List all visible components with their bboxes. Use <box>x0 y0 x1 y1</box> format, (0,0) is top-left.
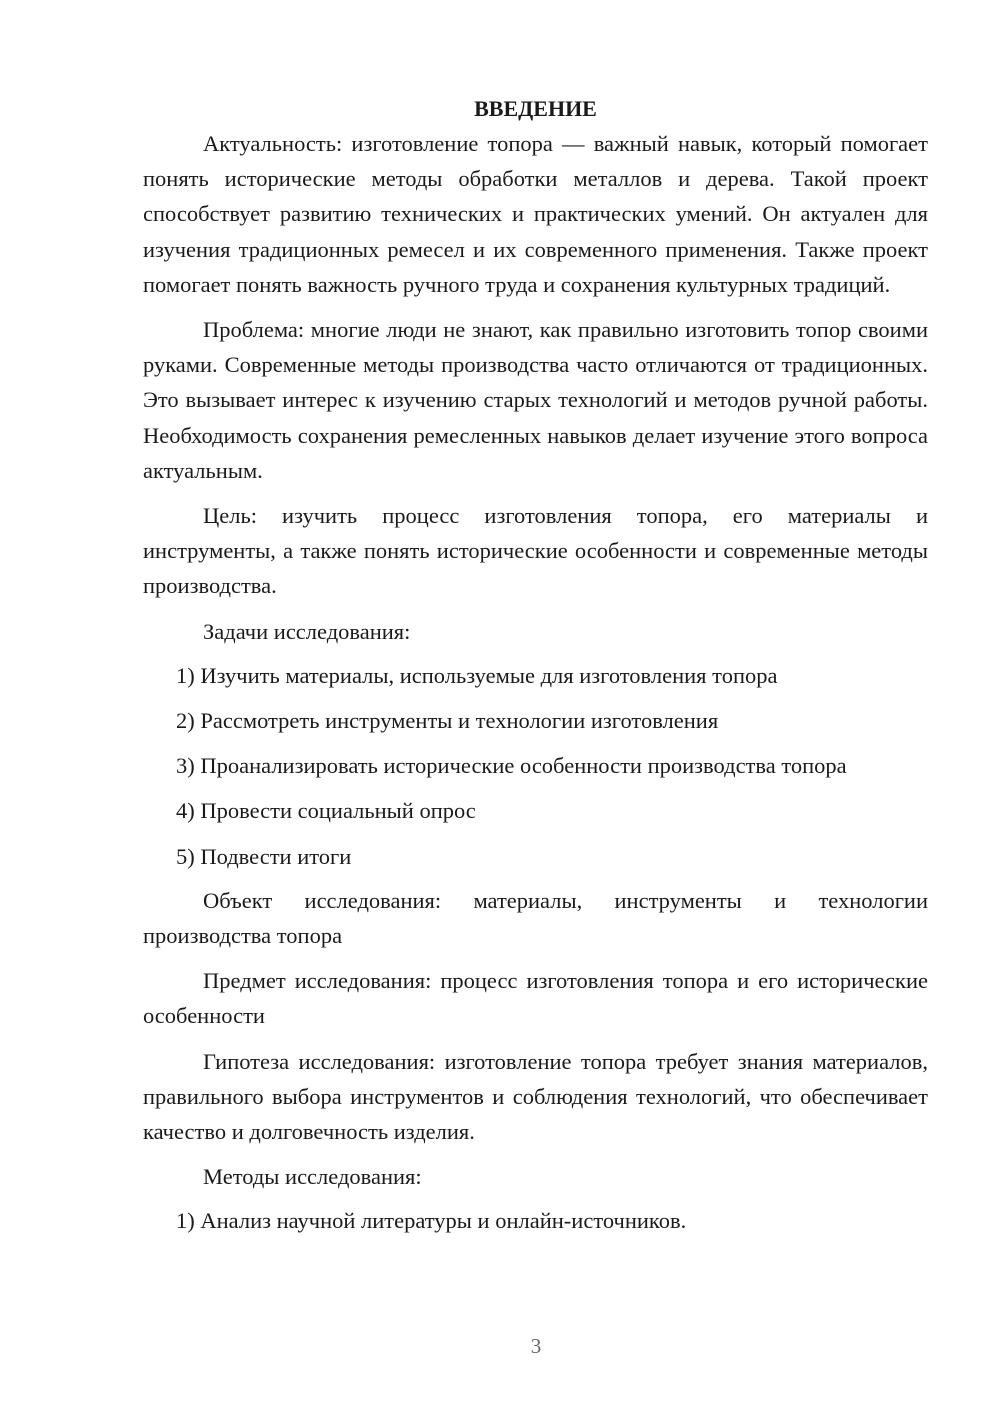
document-page <box>143 96 928 1248</box>
list-item: 2) Рассмотреть инструменты и технологии изготовления <box>176 708 719 734</box>
page-title: ВВЕДЕНИЕ <box>474 96 597 121</box>
relevance-paragraph: Актуальность: изготовление топора — важный навык, который помогает понять исторические методы обработки металлов и дерева. Такой проект способствует развитию технических и практических умений. Он актуален для изучения традиционных ремесел и их современного применения. Также проект помогает понять важность ручного труда и сохранения культурных традиций. <box>143 131 928 297</box>
methods-label: Методы исследования: <box>203 1164 422 1190</box>
list-item: 1) Изучить материалы, используемые для изготовления топора <box>176 662 778 688</box>
list-item: 3) Проанализировать исторические особенности производства топора <box>176 753 847 779</box>
problem-paragraph: Проблема: многие люди не знают, как правильно изготовить топор своими руками. Современные методы производства часто отличаются от традиционных. Это вызывает интерес к изучению старых технологий и методов ручной работы. Необходимость сохранения ремесленных навыков делает изучение этого вопроса актуальным. <box>143 317 928 483</box>
list-item: 1) Анализ научной литературы и онлайн-источников. <box>176 1208 687 1234</box>
page-number: 3 <box>530 1334 542 1358</box>
hypothesis-paragraph: Гипотеза исследования: изготовление топора требует знания материалов, правильного выбора инструментов и соблюдения технологий, что обеспечивает качество и долговечность изделия. <box>143 1048 928 1145</box>
object-paragraph: Объект исследования: материалы, инструменты и технологии производства топора <box>143 887 928 949</box>
tasks-list <box>143 658 928 874</box>
methods-list <box>143 1203 928 1238</box>
list-item: 4) Провести социальный опрос <box>176 798 476 824</box>
tasks-label: Задачи исследования: <box>203 618 411 644</box>
subject-paragraph: Предмет исследования: процесс изготовления топора и его исторические особенности <box>143 968 928 1029</box>
goal-paragraph: Цель: изучить процесс изготовления топора, его материалы и инструменты, а также понять исторические особенности и современные методы производства. <box>143 503 928 599</box>
list-item: 5) Подвести итоги <box>176 843 352 869</box>
